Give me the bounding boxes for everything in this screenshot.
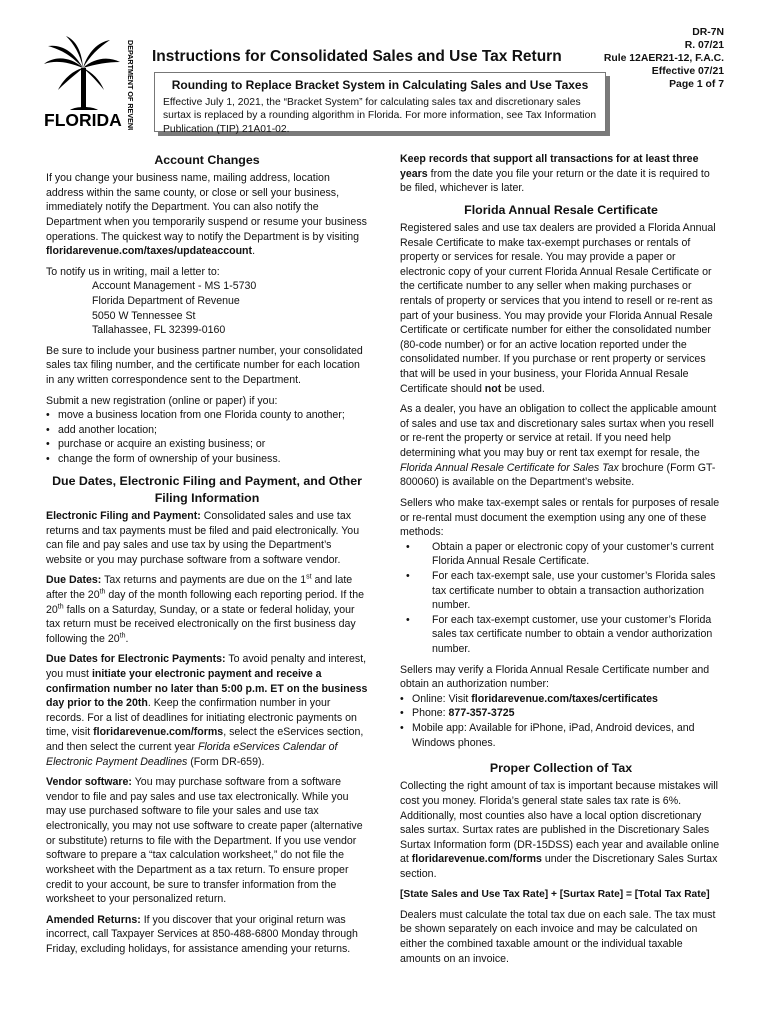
left-column [46,152,368,963]
list-item: • Phone: 877-357-3725 [400,707,515,720]
collection-paragraph-1: Collecting the right amount of tax is important because mistakes will cost you money. Florida’s general state sales tax rate is 6%. Additionally, most counties also have a local option discretionary sales surtax. Surtax rates are published in the Discretionary Sales Surtax Information form (DR-15DSS) each year and available online at floridarevenue.com/forms under the Discretionary Sales Surtax section. [400,780,720,881]
list-item: • For each tax-exempt sale, use your customer’s Florida sales tax certificate number to obtain a transaction authorization number. [406,569,716,612]
list-item: • Online: Visit floridarevenue.com/taxes/certificates [400,692,658,705]
florida-dor-logo [40,34,136,130]
palm-tree-icon [44,36,120,110]
certificates-link[interactable]: floridarevenue.com/taxes/certificates [471,692,658,705]
electronic-filing-paragraph: Electronic Filing and Payment: Consolidated sales and use tax returns and tax payments must be filed and paid electronically. You can file and pay sales and use tax by using the Department’s website or you may purchase software from a software vendor. [46,509,360,566]
account-changes-paragraph: If you change your business name, mailing address, location address within the same county, or close or sell your business, immediately notify the Department. You can also notify the Department when you temporarily suspend or resume your business operations. The quickest way to notify the Department is by visiting floridarevenue.com/taxes/updateaccount. [46,172,367,258]
electronic-payments-paragraph: Due Dates for Electronic Payments: To avoid penalty and interest, you must initiate your electronic payment and receive a confirmation number no later than 5:00 p.m. ET on the business day prior to the 20th. Keep the confirmation number in your records. For a list of deadlines for initiating electronic payments on time, visit floridarevenue.com/forms, select the eServices section, and then select the current year Florida eServices Calendar of Electronic Payment Deadlines (Form DR-659). [46,653,368,768]
list-item: • Obtain a paper or electronic copy of your customer’s current Florida Annual Resale Certificate. [406,540,714,568]
correspondence-paragraph: Be sure to include your business partner number, your consolidated sales tax filing number, and the certificate number for each location in any written correspondence sent to the Department. [46,344,363,387]
mailing-address: Account Management - MS 1-5730 Florida Department of Revenue 5050 W Tennessee St Tallahassee, FL 32399-0160 [92,280,257,337]
vendor-software-paragraph: Vendor software: You may purchase software from a software vendor to file and pay sales and use tax electronically. While you may use purchased software to file your sales and use tax electronically, you may not use software to create paper (alternative or substitute) returns to file with the Department. If you use vendor software to prepare a “tax calculation worksheet,” do not file the worksheet with the Department as a tax return. To ensure proper credit to your account, be sure to transfer information from the worksheet to your personalized return. [46,776,363,906]
verify-phone-number: 877-357-3725 [448,707,515,720]
account-changes-heading: Account Changes [154,153,260,167]
notice-title: Rounding to Replace Bracket System in Calculating Sales and Use Taxes [171,78,589,92]
new-registration-intro: Submit a new registration (online or paper) if you: [46,394,278,407]
resale-paragraph-1: Registered sales and use tax dealers are provided a Florida Annual Resale Certificate to make tax-exempt purchases or rentals of property or services for resale. You may provide a paper or electronic copy of your current Florida Annual Resale Certificate or the certificate number to any seller when making purchases or rentals of property or services that you intend to resell or re-rent as part of your business. You may provide your Florida Annual Resale Certificate or certificate number for either the consolidated number (80-code number) or for an active location reported under the consolidated number. If you purchase or rent property or services that will be used in your business, your Florida Annual Resale Certificate should not be used. [400,221,716,395]
proper-collection-heading: Proper Collection of Tax [489,761,633,776]
list-item: • move a business location from one Florida county to another; [46,409,345,422]
list-item: • change the form of ownership of your business. [46,453,281,466]
collection-paragraph-2: Dealers must calculate the total tax due on each sale. The tax must be shown separately on each invoice and may be calculated on either the combined taxable amount or the individual taxable amounts on an invoice. [400,908,716,965]
mail-instructions: To notify us in writing, mail a letter to: [46,265,220,278]
rounding-notice-box [154,72,606,136]
resale-paragraph-2: As a dealer, you have an obligation to collect the applicable amount of sales and use tax and discretionary sales surtax when you resell or re-rent the property or service at retail. If you need help determining what you may buy or rent tax exempt for resale, the Florida Annual Resale Certificate for Sales Tax brochure (Form GT-800060) is available on the Department’s website. [400,403,717,489]
page-number: Page 1 of 7 [669,79,724,90]
amended-returns-paragraph: Amended Returns: If you discover that your original return was incorrect, call Taxpayer Services at 850-488-6800 Monday through Friday, excluding holidays, for assistance amending your returns. [46,913,358,955]
form-revision: R. 07/21 [684,40,724,51]
list-item: • For each tax-exempt customer, use your customer’s Florida sales tax certificate number to obtain a vendor authorization number. [406,613,713,655]
update-account-link[interactable]: floridarevenue.com/taxes/updateaccount [46,245,253,258]
forms-link[interactable]: floridarevenue.com/forms [93,726,224,739]
records-paragraph: Keep records that support all transactions for at least three years from the date you file your return or the date it is required to be filed, whichever is later. [400,153,710,195]
document-title: Instructions for Consolidated Sales and Use Tax Return [152,48,562,65]
right-column [400,152,722,972]
due-dates-heading: Due Dates, Electronic Filing and Payment, and Other Filing Information [52,473,362,505]
form-rule: Rule 12AER21-12, F.A.C. [603,53,724,64]
resale-methods-intro: Sellers who make tax-exempt sales or rentals for purposes of resale or re-rental must document the exemption using any one of these methods: [400,496,720,539]
list-item: • purchase or acquire an existing business; or [46,438,266,451]
verify-methods-list [400,692,722,750]
logo-state-text: FLORIDA [44,110,122,130]
form-meta [604,26,724,91]
forms-link-2[interactable]: floridarevenue.com/forms [411,853,542,866]
list-item: • add another location; [46,423,157,436]
notice-body: Effective July 1, 2021, the “Bracket System” for calculating sales tax and discretionary sales surtax is replaced by a rounding algorithm in Florida. For more information, see Tax Information Publication (TIP) 21A01-02. [163,96,597,136]
due-dates-paragraph: Due Dates: Tax returns and payments are due on the 1st and late after the 20th day of the month following each reporting period. If the 20th falls on a Saturday, Sunday, or a state or federal holiday, your tax return must be received electronically on the first business day following the 20th. [46,573,364,645]
logo-agency-text: DEPARTMENT OF REVENUE [126,40,135,130]
form-number: DR-7N [692,27,724,38]
exemption-methods-list [400,540,722,657]
registration-bullet-list [46,408,368,466]
tax-rate-formula: [State Sales and Use Tax Rate] + [Surtax Rate] = [Total Tax Rate] [400,888,710,900]
verify-intro: Sellers may verify a Florida Annual Resale Certificate number and obtain an authorization number: [400,663,710,691]
list-item: • Mobile app: Available for iPhone, iPad, Android devices, and Windows phones. [400,722,695,749]
resale-certificate-heading: Florida Annual Resale Certificate [464,202,658,217]
form-effective: Effective 07/21 [651,66,724,77]
